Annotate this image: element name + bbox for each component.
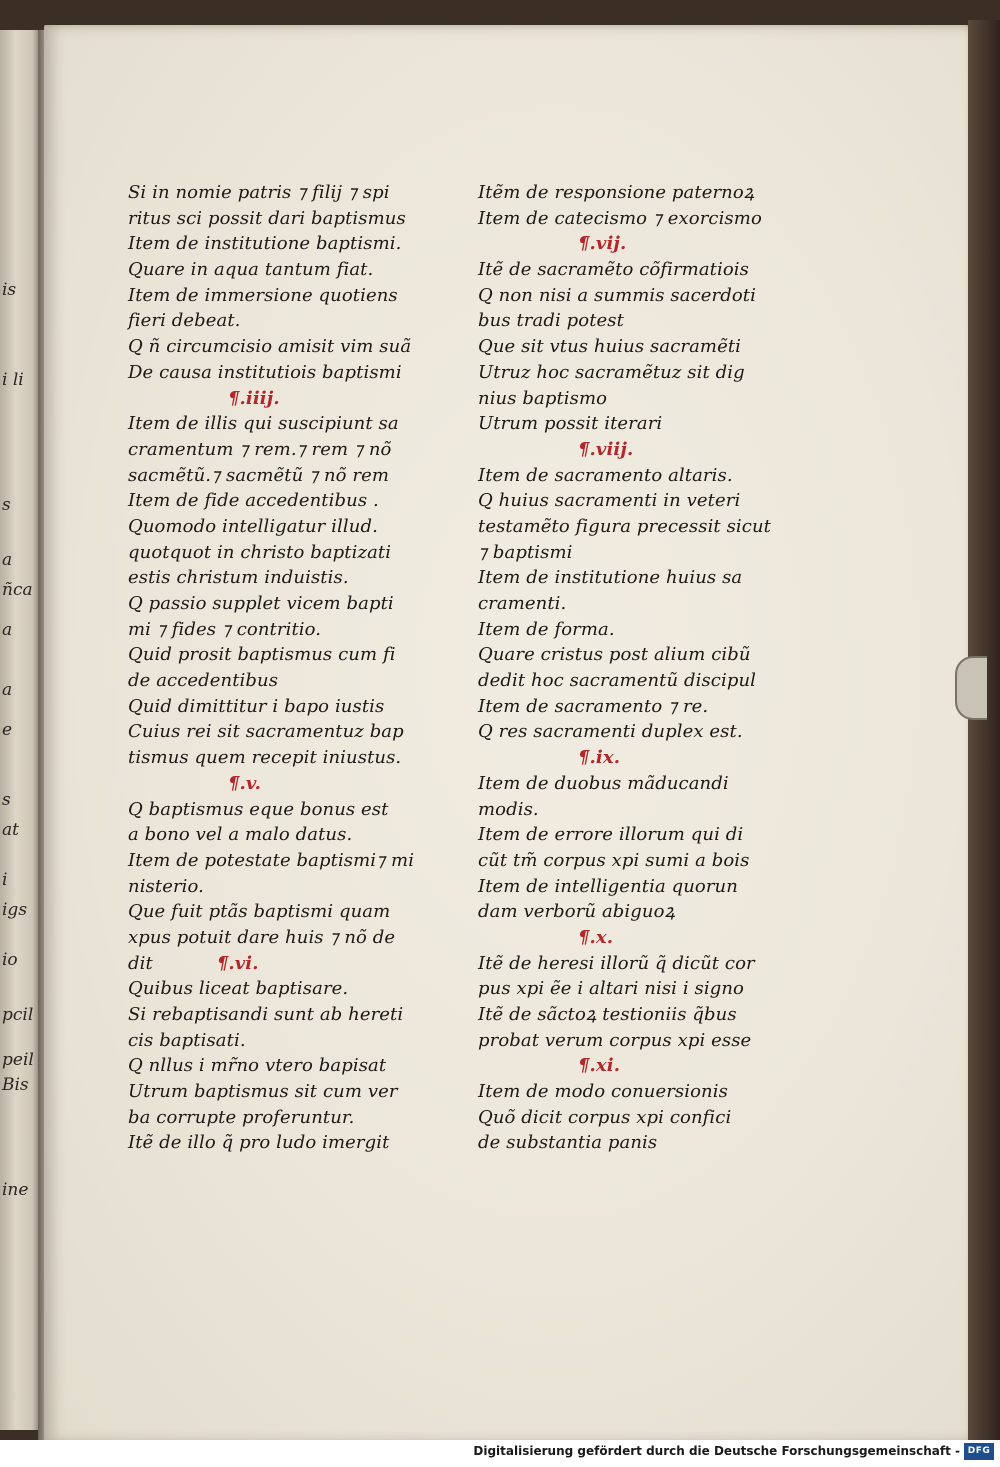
line-text: Item de errore illorum qui di bbox=[478, 824, 744, 846]
line-text: Item de duobus mãducandi bbox=[478, 772, 729, 794]
margin-fragment: a bbox=[2, 680, 13, 700]
rubric-chapter-number: ¶.vij. bbox=[578, 233, 627, 255]
text-line bbox=[478, 514, 771, 540]
text-line bbox=[478, 719, 771, 745]
text-line bbox=[128, 1053, 414, 1079]
line-text: cũt tm̃ corpus xpi sumi a bois bbox=[478, 849, 750, 871]
line-text: a bono vel a malo datus. bbox=[128, 824, 353, 846]
text-line bbox=[128, 231, 414, 257]
margin-fragment: io bbox=[2, 950, 18, 970]
text-line bbox=[478, 874, 771, 900]
chapter-heading bbox=[478, 925, 771, 951]
line-text: Quid dimittitur i bapo iustis bbox=[128, 695, 385, 717]
line-text: modis. bbox=[478, 798, 539, 820]
text-line bbox=[128, 951, 414, 977]
rubric-chapter-number: ¶.vi. bbox=[216, 952, 259, 974]
text-line bbox=[478, 463, 771, 489]
text-line bbox=[128, 797, 414, 823]
text-line bbox=[478, 386, 771, 412]
line-text: Si rebaptisandi sunt ab hereti bbox=[128, 1004, 404, 1025]
line-text: Itẽm de responsione paternoꝝ bbox=[478, 182, 755, 203]
line-text: Item de modo conuersionis bbox=[478, 1081, 728, 1103]
text-line bbox=[478, 899, 771, 925]
text-line bbox=[478, 668, 771, 694]
chapter-heading bbox=[478, 745, 771, 771]
margin-fragment: s bbox=[2, 790, 11, 810]
margin-fragment: igs bbox=[2, 900, 28, 920]
line-text: tismus quem recepit iniustus. bbox=[128, 747, 402, 769]
line-text: cramenti. bbox=[478, 593, 567, 614]
text-line bbox=[128, 976, 414, 1002]
text-line bbox=[128, 1105, 414, 1131]
rubric-chapter-number: ¶.iiij. bbox=[228, 387, 280, 409]
line-text: Item de fide accedentibus . bbox=[128, 490, 379, 512]
text-line bbox=[478, 488, 771, 514]
text-line bbox=[478, 1028, 771, 1054]
margin-fragment: ine bbox=[2, 1180, 29, 1200]
text-line bbox=[478, 206, 771, 232]
line-text: Item de potestate baptismi⁊ mi bbox=[128, 849, 415, 871]
text-line bbox=[128, 668, 414, 694]
line-text: bus tradi potest bbox=[478, 310, 624, 332]
text-line bbox=[128, 308, 414, 334]
funding-credit: Digitalisierung gefördert durch die Deutsche Forschungsgemeinschaft - bbox=[473, 1444, 960, 1458]
line-text: dit bbox=[128, 952, 153, 974]
book-fore-edge bbox=[968, 20, 1000, 1440]
line-text: Item de intelligentia quorun bbox=[478, 875, 738, 897]
text-line bbox=[478, 848, 771, 874]
chapter-heading bbox=[478, 1053, 771, 1079]
text-line bbox=[478, 257, 771, 283]
chapter-heading bbox=[478, 231, 771, 257]
line-text: Q res sacramenti duplex est. bbox=[478, 721, 743, 743]
text-line bbox=[478, 565, 771, 591]
line-text: Que sit vtus huius sacramẽti bbox=[478, 336, 742, 358]
line-text: Quare cristus post alium cibũ bbox=[478, 644, 751, 666]
text-line bbox=[128, 257, 414, 283]
margin-fragment: s bbox=[2, 495, 11, 515]
text-line bbox=[128, 925, 414, 951]
line-text: Quid prosit baptismus cum fi bbox=[128, 644, 396, 666]
text-line bbox=[128, 360, 414, 386]
line-text: Quibus liceat baptisare. bbox=[128, 978, 349, 1000]
right-text-column bbox=[478, 180, 771, 1156]
margin-fragment: ñca bbox=[2, 580, 33, 600]
text-line bbox=[128, 283, 414, 309]
line-text: Quare in aqua tantum fiat. bbox=[128, 259, 374, 281]
text-line bbox=[128, 745, 414, 771]
line-text: Item de institutione huius sa bbox=[478, 567, 743, 589]
line-text: estis christum induistis. bbox=[128, 567, 349, 589]
line-text: nius baptismo bbox=[478, 387, 608, 409]
line-text: dam verborũ abiguoꝝ bbox=[478, 901, 676, 923]
text-line bbox=[478, 1130, 771, 1156]
text-line bbox=[478, 283, 771, 309]
line-text: Item de sacramento altaris. bbox=[478, 464, 733, 486]
text-line bbox=[128, 1130, 414, 1156]
line-text: Cuius rei sit sacramentuz bap bbox=[128, 721, 404, 743]
text-line bbox=[478, 411, 771, 437]
line-text: Quomodo intelligatur illud. bbox=[128, 515, 378, 537]
line-text: nisterio. bbox=[128, 875, 204, 897]
line-text: cramentum ⁊ rem.⁊ rem ⁊ nõ bbox=[128, 438, 392, 460]
line-text: Item de immersione quotiens bbox=[128, 284, 398, 306]
margin-fragment: Bis bbox=[2, 1075, 29, 1095]
text-line bbox=[478, 976, 771, 1002]
text-line bbox=[128, 1002, 414, 1028]
chapter-heading bbox=[478, 437, 771, 463]
text-line bbox=[478, 822, 771, 848]
line-text: ba corrupte proferuntur. bbox=[128, 1106, 355, 1128]
line-text: fieri debeat. bbox=[128, 310, 241, 332]
text-line bbox=[128, 488, 414, 514]
margin-fragment: i bbox=[2, 870, 8, 890]
line-text: dedit hoc sacramentũ discipul bbox=[478, 670, 757, 692]
line-text: quotquot in christo baptizati bbox=[128, 541, 392, 563]
line-text: Item de catecismo ⁊ exorcismo bbox=[478, 207, 762, 229]
margin-fragment: i li bbox=[2, 370, 24, 390]
text-line bbox=[478, 360, 771, 386]
rubric-chapter-number: ¶.x. bbox=[578, 926, 614, 948]
line-text: pus xpi ẽe i altari nisi i signo bbox=[478, 978, 744, 1000]
facing-page-edge bbox=[0, 30, 40, 1430]
left-text-column bbox=[128, 180, 414, 1156]
line-text: Q ñ circumcisio amisit vim suã bbox=[128, 336, 412, 358]
line-text: Que fuit ptãs baptismi quam bbox=[128, 901, 391, 923]
text-line bbox=[478, 591, 771, 617]
text-line bbox=[128, 874, 414, 900]
line-text: Si in nomie patris ⁊ filij ⁊ spi bbox=[128, 182, 390, 203]
margin-fragment: at bbox=[2, 820, 19, 840]
text-line bbox=[128, 540, 414, 566]
dfg-logo-icon: DFG bbox=[964, 1443, 994, 1460]
text-line bbox=[128, 437, 414, 463]
line-text: de substantia panis bbox=[478, 1132, 658, 1154]
text-line bbox=[128, 206, 414, 232]
line-text: sacmẽtũ.⁊ sacmẽtũ ⁊ nõ rem bbox=[128, 464, 390, 486]
rubric-chapter-number: ¶.xi. bbox=[578, 1055, 621, 1077]
rubric-chapter-number: ¶.viij. bbox=[578, 438, 634, 460]
line-text: Q huius sacramenti in veteri bbox=[478, 490, 741, 512]
line-text: Utruz hoc sacramẽtuz sit dig bbox=[478, 361, 745, 383]
text-line bbox=[128, 514, 414, 540]
line-text: testamẽto figura precessit sicut bbox=[478, 515, 771, 537]
line-text: Itẽ de illo q̃ pro ludo imergit bbox=[128, 1132, 390, 1154]
text-line bbox=[478, 797, 771, 823]
text-line bbox=[478, 1079, 771, 1105]
footer-bar bbox=[0, 1440, 1000, 1467]
text-line bbox=[128, 848, 414, 874]
text-line bbox=[478, 694, 771, 720]
text-line bbox=[128, 463, 414, 489]
text-line bbox=[128, 1028, 414, 1054]
text-line bbox=[128, 591, 414, 617]
text-line bbox=[128, 719, 414, 745]
text-line bbox=[478, 540, 771, 566]
text-line bbox=[128, 694, 414, 720]
line-text: De causa institutiois baptismi bbox=[128, 361, 402, 383]
line-text: Q non nisi a summis sacerdoti bbox=[478, 284, 756, 306]
line-text: Quõ dicit corpus xpi confici bbox=[478, 1106, 732, 1128]
text-line bbox=[478, 1105, 771, 1131]
line-text: Utrum possit iterari bbox=[478, 413, 663, 435]
chapter-heading bbox=[128, 771, 414, 797]
rubric-chapter-number: ¶.ix. bbox=[578, 747, 621, 769]
line-text: Utrum baptismus sit cum ver bbox=[128, 1081, 398, 1103]
chapter-heading bbox=[128, 386, 414, 412]
line-text: Item de sacramento ⁊ re. bbox=[478, 695, 709, 717]
line-text: Item de forma. bbox=[478, 618, 615, 640]
text-line bbox=[478, 642, 771, 668]
line-text: Itẽ de sãctoꝝ testioniis q̃bus bbox=[478, 1004, 737, 1025]
line-text: Q passio supplet vicem bapti bbox=[128, 593, 394, 614]
line-text: ritus sci possit dari baptismus bbox=[128, 207, 406, 229]
line-text: Item de institutione baptismi. bbox=[128, 233, 402, 255]
text-line bbox=[478, 617, 771, 643]
margin-fragment: a bbox=[2, 620, 13, 640]
margin-fragment: is bbox=[2, 280, 17, 300]
line-text: Itẽ de sacramẽto cõfirmatiois bbox=[478, 259, 749, 281]
text-line bbox=[128, 822, 414, 848]
line-text: mi ⁊ fides ⁊ contritio. bbox=[128, 618, 322, 640]
page-tab-marker bbox=[955, 656, 987, 720]
line-text: cis baptisati. bbox=[128, 1029, 246, 1051]
text-line bbox=[478, 180, 771, 206]
line-text: Itẽ de heresi illorũ q̃ dicũt cor bbox=[478, 952, 755, 974]
text-line bbox=[128, 899, 414, 925]
text-line bbox=[128, 1079, 414, 1105]
line-text: xpus potuit dare huis ⁊ nõ de bbox=[128, 926, 396, 948]
text-line bbox=[128, 565, 414, 591]
rubric-chapter-number: ¶.v. bbox=[228, 772, 262, 794]
text-line bbox=[128, 411, 414, 437]
text-line bbox=[128, 180, 414, 206]
line-text: probat verum corpus xpi esse bbox=[478, 1029, 752, 1051]
line-text: Item de illis qui suscipiunt sa bbox=[128, 413, 399, 435]
margin-fragment: e bbox=[2, 720, 13, 740]
text-line bbox=[478, 334, 771, 360]
text-line bbox=[478, 771, 771, 797]
margin-fragment: a bbox=[2, 550, 13, 570]
margin-fragment: peil bbox=[2, 1050, 34, 1070]
text-line bbox=[478, 308, 771, 334]
line-text: Q baptismus eque bonus est bbox=[128, 798, 389, 820]
text-line bbox=[478, 1002, 771, 1028]
margin-fragment: pcil bbox=[2, 1005, 34, 1025]
text-line bbox=[128, 334, 414, 360]
text-line bbox=[128, 617, 414, 643]
line-text: ⁊ baptismi bbox=[478, 541, 573, 563]
line-text: de accedentibus bbox=[128, 670, 279, 692]
text-line bbox=[128, 642, 414, 668]
line-text: Q nllus i mr̃no vtero bapisat bbox=[128, 1055, 387, 1077]
text-line bbox=[478, 951, 771, 977]
